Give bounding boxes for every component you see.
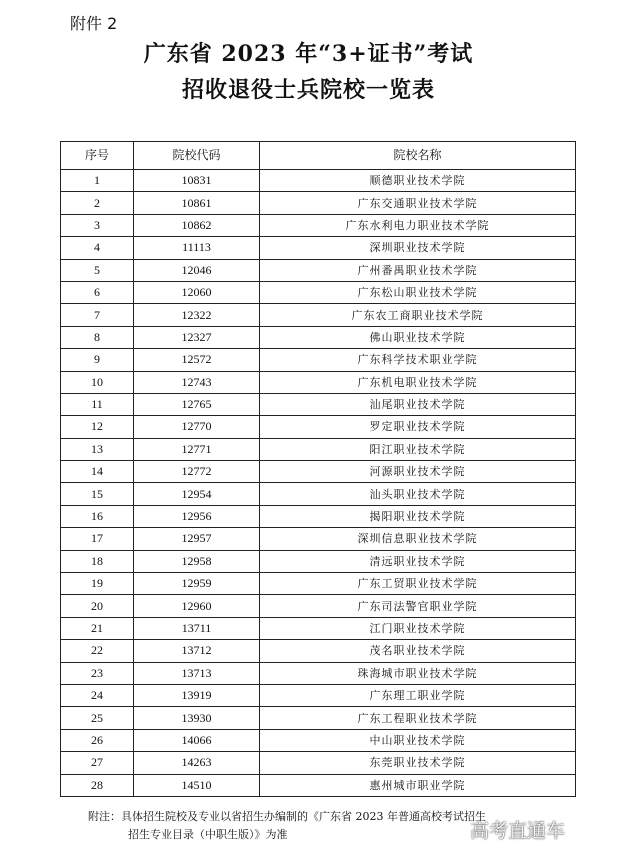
row-seq: 3	[61, 214, 134, 236]
row-seq: 25	[61, 707, 134, 729]
row-school-name: 广东农工商职业技术学院	[260, 304, 576, 326]
row-code: 12743	[134, 371, 260, 393]
row-seq: 19	[61, 573, 134, 595]
watermark: 高考直通车	[470, 820, 566, 842]
row-seq: 2	[61, 192, 134, 214]
row-seq: 4	[61, 237, 134, 259]
row-code: 12327	[134, 326, 260, 348]
row-code: 13930	[134, 707, 260, 729]
footnote-line1: 附注：具体招生院校及专业以省招生办编制的《广东省 2023 年普通高校考试招生	[88, 810, 486, 823]
row-code: 13919	[134, 684, 260, 706]
row-seq: 27	[61, 752, 134, 774]
table-row	[61, 170, 576, 192]
row-school-name: 珠海城市职业技术学院	[260, 662, 576, 684]
row-school-name: 广东机电职业技术学院	[260, 371, 576, 393]
table-row	[61, 550, 576, 572]
table-row	[61, 304, 576, 326]
row-code: 10831	[134, 170, 260, 192]
footnote	[88, 808, 568, 844]
row-code: 12958	[134, 550, 260, 572]
row-code: 11113	[134, 237, 260, 259]
row-code: 12772	[134, 461, 260, 483]
table-row	[61, 416, 576, 438]
row-school-name: 江门职业技术学院	[260, 617, 576, 639]
row-code: 12960	[134, 595, 260, 617]
row-school-name: 清远职业技术学院	[260, 550, 576, 572]
table-row	[61, 237, 576, 259]
row-code: 13713	[134, 662, 260, 684]
row-school-name: 惠州城市职业学院	[260, 774, 576, 796]
row-school-name: 阳江职业技术学院	[260, 438, 576, 460]
row-school-name: 广东工程职业技术学院	[260, 707, 576, 729]
table-row	[61, 214, 576, 236]
row-school-name: 广东水利电力职业技术学院	[260, 214, 576, 236]
row-school-name: 罗定职业技术学院	[260, 416, 576, 438]
table-row	[61, 483, 576, 505]
table-row	[61, 707, 576, 729]
row-seq: 15	[61, 483, 134, 505]
row-seq: 16	[61, 505, 134, 527]
row-school-name: 汕头职业技术学院	[260, 483, 576, 505]
table-row	[61, 326, 576, 348]
row-code: 12956	[134, 505, 260, 527]
table-row	[61, 729, 576, 751]
school-table	[60, 141, 576, 797]
row-school-name: 揭阳职业技术学院	[260, 505, 576, 527]
row-school-name: 广东松山职业技术学院	[260, 281, 576, 303]
row-school-name: 茂名职业技术学院	[260, 640, 576, 662]
table-row	[61, 281, 576, 303]
table-row	[61, 595, 576, 617]
row-seq: 8	[61, 326, 134, 348]
row-code: 10862	[134, 214, 260, 236]
row-school-name: 广东司法警官职业学院	[260, 595, 576, 617]
row-seq: 23	[61, 662, 134, 684]
row-code: 12046	[134, 259, 260, 281]
table-row	[61, 393, 576, 415]
row-seq: 28	[61, 774, 134, 796]
row-seq: 14	[61, 461, 134, 483]
row-seq: 7	[61, 304, 134, 326]
row-school-name: 广东理工职业学院	[260, 684, 576, 706]
row-code: 12770	[134, 416, 260, 438]
table-row	[61, 640, 576, 662]
row-code: 12572	[134, 349, 260, 371]
row-code: 12959	[134, 573, 260, 595]
row-school-name: 中山职业技术学院	[260, 729, 576, 751]
row-seq: 17	[61, 528, 134, 550]
row-seq: 26	[61, 729, 134, 751]
row-school-name: 深圳职业技术学院	[260, 237, 576, 259]
row-code: 14263	[134, 752, 260, 774]
table-row	[61, 662, 576, 684]
row-code: 12954	[134, 483, 260, 505]
table-row	[61, 752, 576, 774]
row-school-name: 深圳信息职业技术学院	[260, 528, 576, 550]
table-row	[61, 774, 576, 796]
table-row	[61, 438, 576, 460]
page-title-line2: 招收退役士兵院校一览表	[181, 77, 435, 103]
header-name: 院校名称	[260, 142, 576, 170]
row-seq: 18	[61, 550, 134, 572]
row-seq: 22	[61, 640, 134, 662]
row-code: 12322	[134, 304, 260, 326]
row-seq: 10	[61, 371, 134, 393]
table-row	[61, 461, 576, 483]
row-code: 14510	[134, 774, 260, 796]
table-row	[61, 528, 576, 550]
row-code: 12060	[134, 281, 260, 303]
header-code: 院校代码	[134, 142, 260, 170]
row-school-name: 广东科学技术职业学院	[260, 349, 576, 371]
row-seq: 12	[61, 416, 134, 438]
attachment-label: 附件 2	[70, 14, 118, 33]
row-school-name: 河源职业技术学院	[260, 461, 576, 483]
table-row	[61, 371, 576, 393]
row-seq: 24	[61, 684, 134, 706]
row-code: 12957	[134, 528, 260, 550]
row-code: 12765	[134, 393, 260, 415]
table-row	[61, 573, 576, 595]
row-school-name: 东莞职业技术学院	[260, 752, 576, 774]
table-row	[61, 617, 576, 639]
row-school-name: 佛山职业技术学院	[260, 326, 576, 348]
table-row	[61, 192, 576, 214]
row-school-name: 广东交通职业技术学院	[260, 192, 576, 214]
row-seq: 20	[61, 595, 134, 617]
footnote-line2: 招生专业目录（中职生版）》为准	[128, 828, 288, 841]
row-seq: 1	[61, 170, 134, 192]
row-code: 13711	[134, 617, 260, 639]
row-seq: 5	[61, 259, 134, 281]
table-row	[61, 505, 576, 527]
row-seq: 21	[61, 617, 134, 639]
row-school-name: 广州番禺职业技术学院	[260, 259, 576, 281]
table-header-row	[61, 142, 576, 170]
row-seq: 13	[61, 438, 134, 460]
table-row	[61, 684, 576, 706]
row-school-name: 汕尾职业技术学院	[260, 393, 576, 415]
row-seq: 11	[61, 393, 134, 415]
row-code: 10861	[134, 192, 260, 214]
header-seq: 序号	[61, 142, 134, 170]
row-seq: 6	[61, 281, 134, 303]
row-school-name: 广东工贸职业技术学院	[260, 573, 576, 595]
row-school-name: 顺德职业技术学院	[260, 170, 576, 192]
row-code: 14066	[134, 729, 260, 751]
table-row	[61, 349, 576, 371]
row-seq: 9	[61, 349, 134, 371]
row-code: 13712	[134, 640, 260, 662]
page-title-line1: 广东省 2023 年“3+证书”考试	[143, 41, 474, 67]
table-row	[61, 259, 576, 281]
row-code: 12771	[134, 438, 260, 460]
